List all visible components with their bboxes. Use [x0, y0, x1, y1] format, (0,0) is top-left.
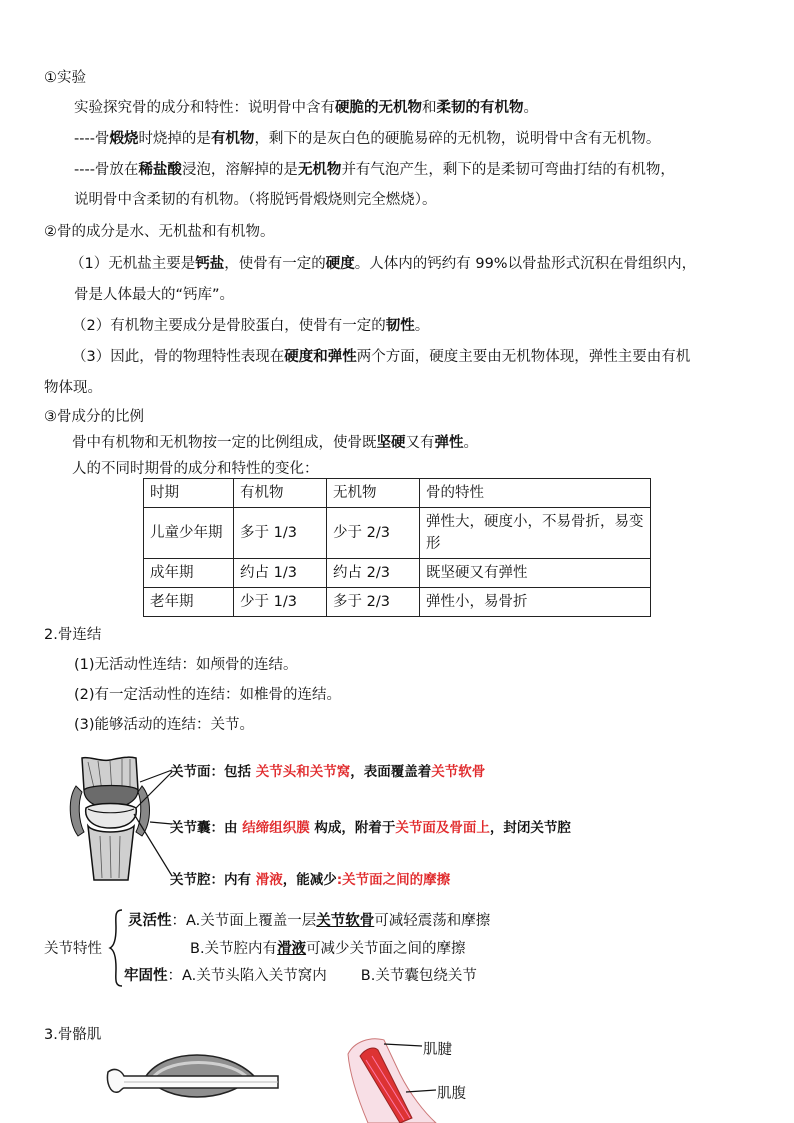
list-item: (1)无活动性连结：如颅骨的连结。 — [74, 657, 298, 673]
text: ，使骨有一定的 — [224, 256, 326, 272]
text: 时烧掉的是 — [138, 131, 211, 147]
table-cell: 约占 2/3 — [327, 559, 420, 588]
trait-firmness — [124, 964, 477, 985]
muscle-belly-label: 肌腹 — [437, 1086, 466, 1102]
table-header-cell: 有机物 — [234, 479, 327, 508]
text: 和 — [422, 100, 437, 116]
text: 。 — [463, 435, 478, 451]
text: 。 — [523, 100, 538, 116]
table-row — [144, 559, 651, 588]
section-heading-ratio: ③骨成分的比例 — [44, 409, 144, 425]
table-cell: 儿童少年期 — [144, 508, 234, 559]
bold-text: 牢固性 — [124, 968, 168, 984]
bold-text: 弹性 — [434, 435, 464, 451]
text: 。 — [414, 318, 430, 334]
section-heading-bone-joints: 2.骨连结 — [44, 627, 102, 643]
table-cell: 成年期 — [144, 559, 234, 588]
table-cell: 多于 1/3 — [234, 508, 327, 559]
table-row — [144, 588, 651, 617]
joint-surface-label — [170, 760, 485, 780]
text: 构成，附着于 — [309, 820, 396, 836]
paragraph-organic — [72, 314, 429, 335]
text: ，封闭关节腔 — [489, 820, 571, 836]
text: 两个方面，硬度主要由无机物体现，弹性主要由有机 — [356, 349, 691, 365]
table-cell: 约占 1/3 — [234, 559, 327, 588]
paragraph-calcination — [74, 127, 660, 148]
bold-text: 硬脆的无机物 — [335, 100, 422, 116]
trait-flexibility-a — [128, 909, 490, 930]
red-text: :关节面之间的摩擦 — [336, 872, 451, 888]
table-row — [144, 508, 651, 559]
table-header-cell: 时期 — [144, 479, 234, 508]
red-text: 关节面及骨面上 — [395, 820, 490, 836]
text: 。人体内的钙约有 99%以骨盐形式沉积在骨组织内， — [354, 256, 697, 272]
text: B.关节囊包绕关节 — [360, 968, 477, 984]
section-heading-experiment: ①实验 — [44, 70, 86, 86]
paragraph-acid-2: 说明骨中含柔韧的有机物。（将脱钙骨煅烧则完全燃烧）。 — [74, 192, 437, 208]
bold-text: 稀盐酸 — [138, 162, 182, 178]
table-cell: 既坚硬又有弹性 — [420, 559, 651, 588]
bold-text: 有机物 — [210, 131, 255, 147]
text: 可减轻震荡和摩擦 — [374, 913, 491, 929]
paragraph-acid — [74, 158, 675, 179]
paragraph-inorganic-2: 骨是人体最大的“钙库”。 — [74, 287, 235, 303]
table-cell: 少于 2/3 — [327, 508, 420, 559]
paragraph-inorganic — [70, 252, 696, 273]
text: ，表面覆盖着 — [350, 764, 432, 780]
bold-text: 硬度 — [325, 256, 355, 272]
text: 关节面：包括 — [170, 764, 256, 780]
text: （1）无机盐主要是 — [70, 256, 196, 272]
text: 又有 — [405, 435, 435, 451]
paragraph-properties-2: 物体现。 — [44, 380, 102, 396]
text: ：A.关节面上覆盖一层 — [171, 913, 317, 929]
text: 骨中有机物和无机物按一定的比例组成，使骨既 — [72, 435, 377, 451]
table-cell: 弹性小，易骨折 — [420, 588, 651, 617]
bold-text: 坚硬 — [376, 435, 406, 451]
list-item: (3)能够活动的连结：关节。 — [74, 717, 255, 733]
tendon-label: 肌腱 — [423, 1042, 452, 1058]
underlined-bold-text: 关节软骨 — [316, 913, 375, 929]
section-heading-composition: ②骨的成分是水、无机盐和有机物。 — [44, 224, 275, 240]
paragraph-ratio — [72, 431, 478, 452]
bold-text: 灵活性 — [128, 913, 172, 929]
text: ----骨放在 — [74, 162, 139, 178]
joint-diagram-illustration — [64, 752, 174, 884]
table-cell: 老年期 — [144, 588, 234, 617]
bold-text: 钙盐 — [195, 256, 225, 272]
red-text: 关节头和关节窝 — [255, 764, 351, 780]
table-cell: 多于 2/3 — [327, 588, 420, 617]
text: （2）有机物主要成分是骨胶蛋白，使骨有一定的 — [72, 318, 386, 334]
red-text: 关节软骨 — [431, 764, 486, 780]
trait-flexibility-b — [190, 937, 466, 958]
muscle-on-bone-illustration — [106, 1042, 292, 1123]
text: （3）因此，骨的物理特性表现在 — [72, 349, 285, 365]
table-header-cell: 骨的特性 — [420, 479, 651, 508]
red-text: 滑液 — [255, 872, 283, 888]
text: 并有气泡产生，剩下的是柔韧可弯曲打结的有机物， — [341, 162, 675, 178]
table-cell: 少于 1/3 — [234, 588, 327, 617]
table-header-cell: 无机物 — [327, 479, 420, 508]
text: ，能减少 — [282, 872, 337, 888]
bone-composition-table — [143, 478, 651, 617]
red-text: 结缔组织膜 — [242, 820, 310, 836]
bold-text: 煅烧 — [109, 131, 139, 147]
joint-capsule-label — [170, 816, 571, 836]
table-header-row — [144, 479, 651, 508]
bold-text: 硬度和弹性 — [284, 349, 357, 365]
joint-cavity-label — [170, 868, 450, 888]
underlined-bold-text: 滑液 — [277, 941, 307, 957]
paragraph-experiment-intro — [74, 96, 538, 117]
bold-text: 无机物 — [297, 162, 342, 178]
bold-text: 韧性 — [385, 318, 415, 334]
paragraph-properties — [72, 345, 690, 366]
text: 关节腔：内有 — [170, 872, 256, 888]
text: 浸泡，溶解掉的是 — [181, 162, 298, 178]
paragraph-table-caption: 人的不同时期骨的成分和特性的变化： — [72, 461, 319, 477]
text: 可减少关节面之间的摩擦 — [306, 941, 466, 957]
section-heading-skeletal-muscle: 3.骨骼肌 — [44, 1027, 102, 1043]
curly-brace-icon — [108, 908, 124, 988]
text: ，剩下的是灰白色的硬脆易碎的无机物，说明骨中含有无机物。 — [254, 131, 661, 147]
joint-traits-label: 关节特性 — [44, 941, 102, 957]
text: 关节囊：由 — [170, 820, 243, 836]
bold-text: 柔韧的有机物 — [436, 100, 524, 116]
table-cell: 弹性大，硬度小，不易骨折，易变形 — [420, 508, 651, 559]
text: B.关节腔内有 — [190, 941, 278, 957]
text: 实验探究骨的成分和特性：说明骨中含有 — [74, 100, 335, 116]
text: ：A.关节头陷入关节窝内 — [167, 968, 327, 984]
list-item: (2)有一定活动性的连结：如椎骨的连结。 — [74, 687, 342, 703]
text: ----骨 — [74, 131, 110, 147]
